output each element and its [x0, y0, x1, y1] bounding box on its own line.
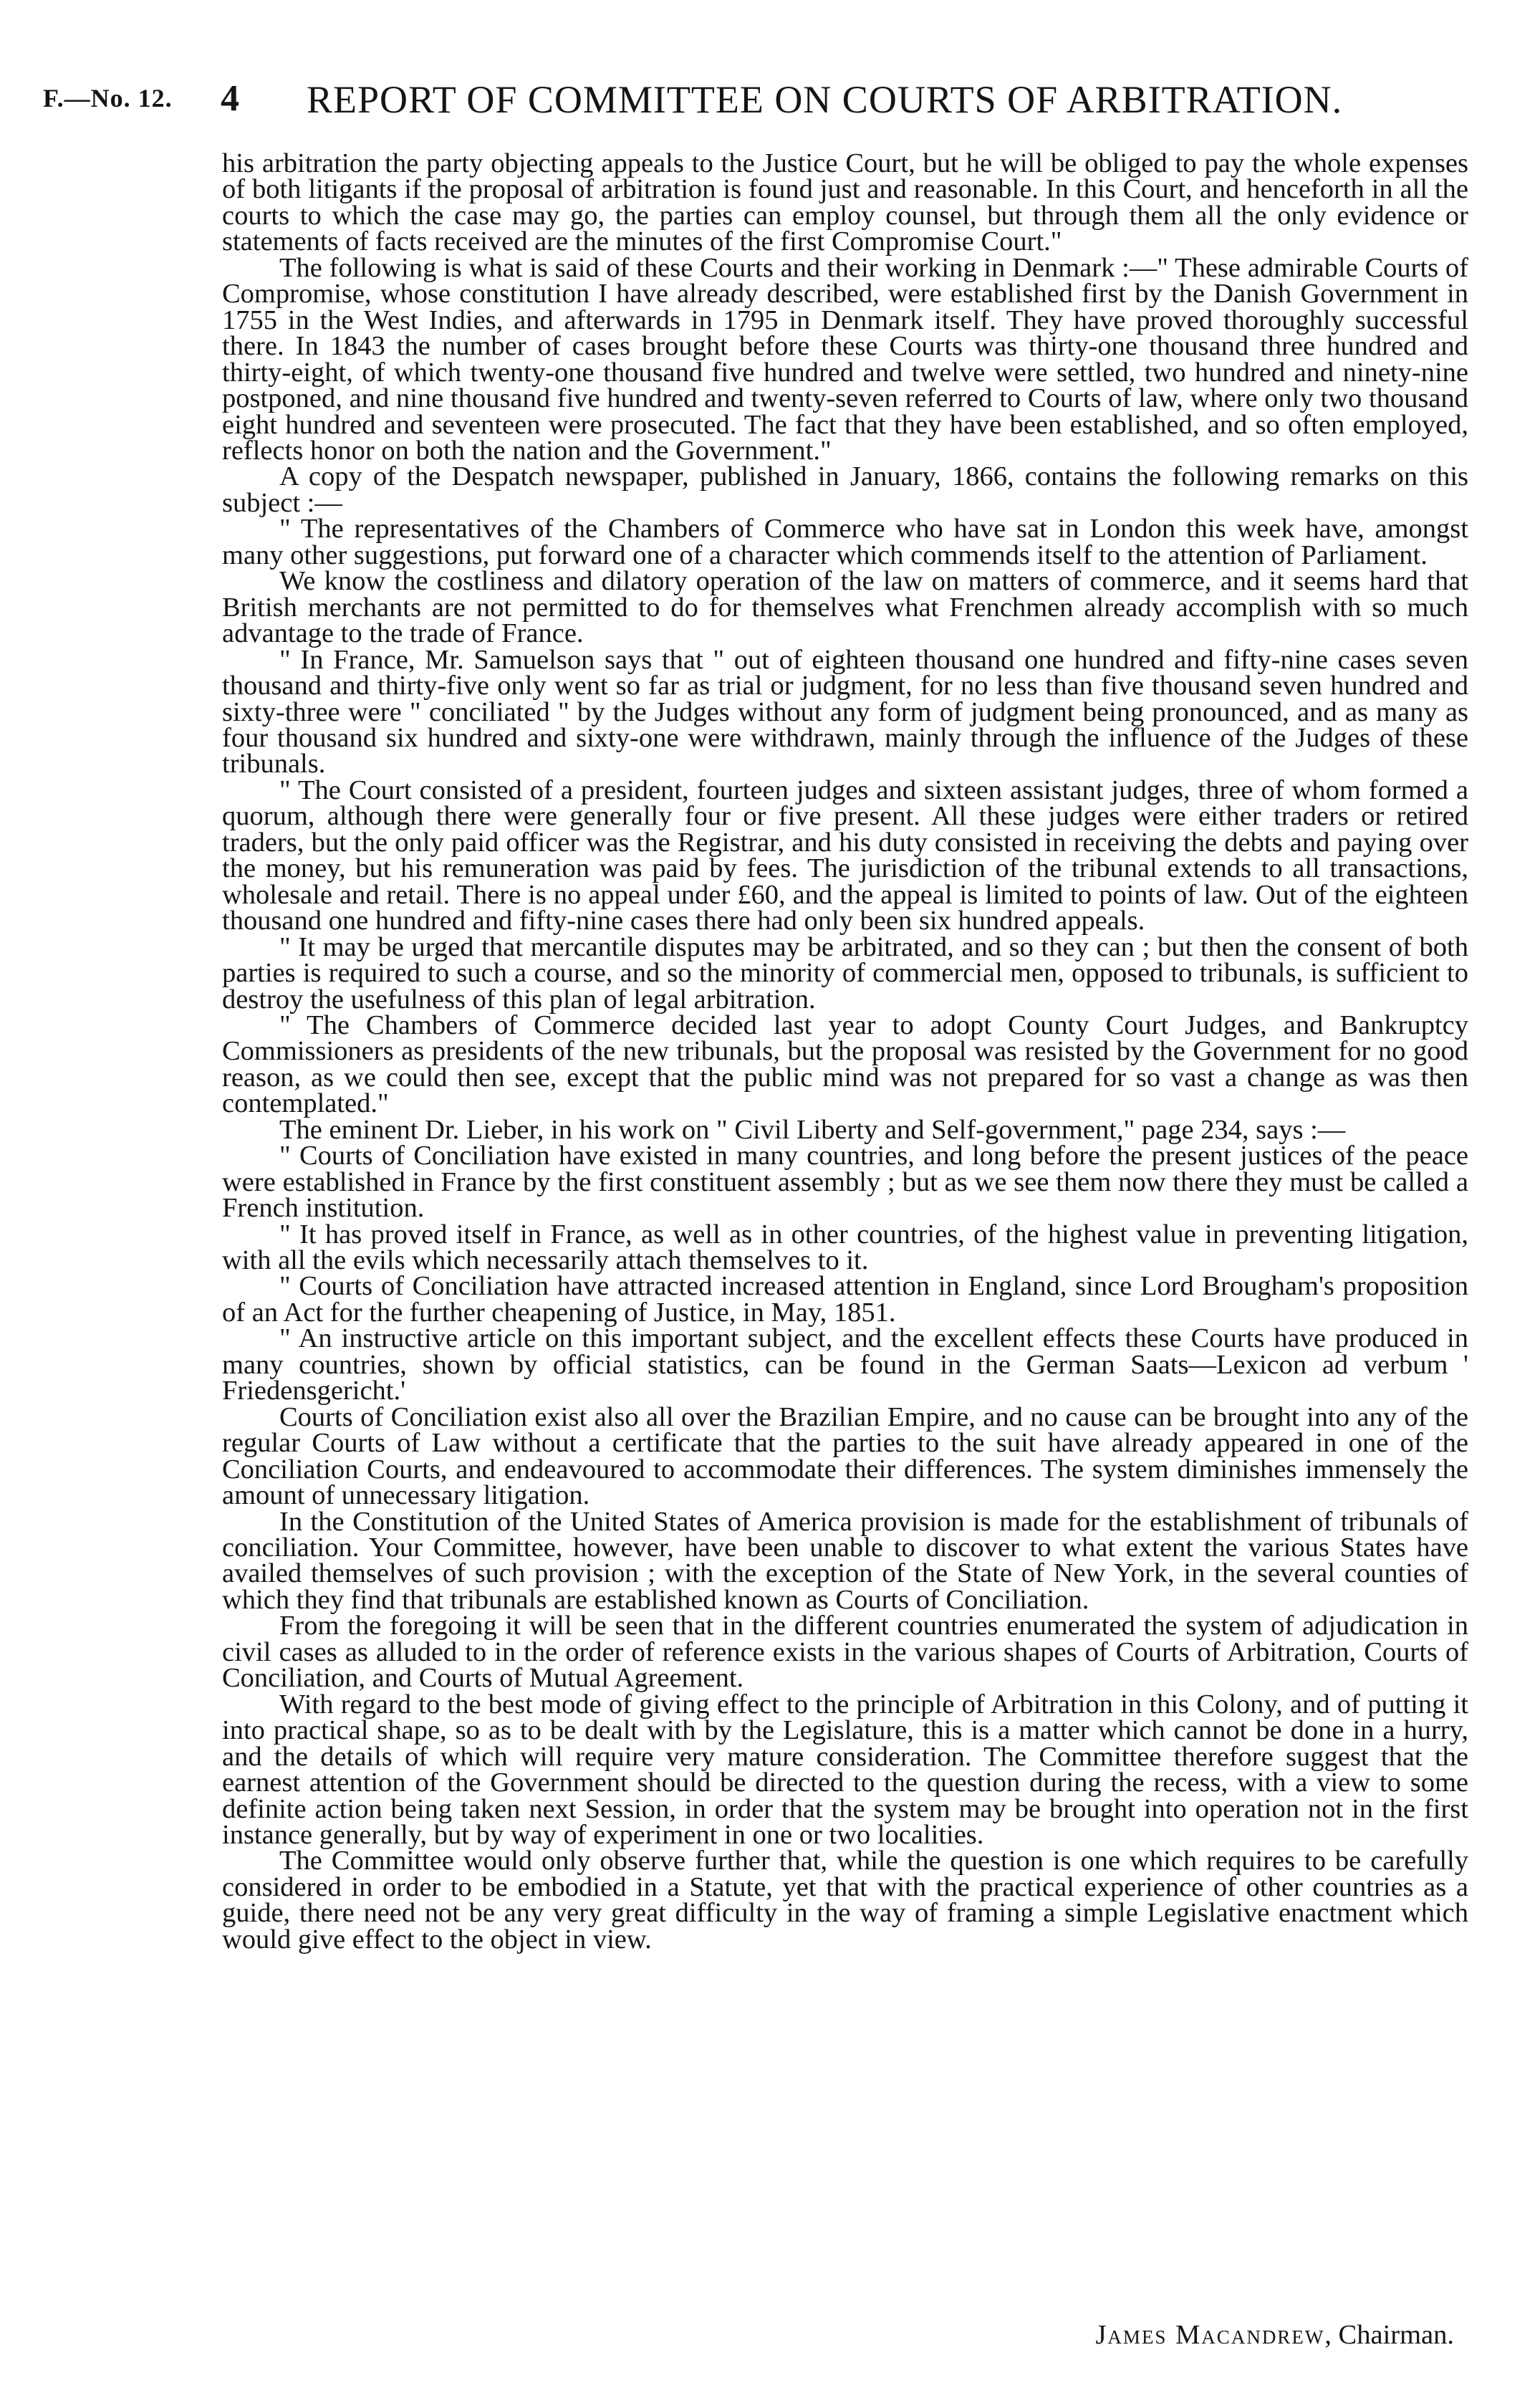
- paragraph-costliness: We know the costliness and dilatory operation of the law on matters of commerce, and it seems hard that British merchants are not permitted to do for themselves what Frenchmen already accomplish with so much advantage to the trade of France.: [222, 566, 1468, 649]
- paragraph-chambers-decision: " The Chambers of Commerce decided last year to adopt County Court Judges, and Bankruptcy Commissioners as presidents of the new tribunals, but the proposal was resisted by the Government for no good reason, as we could then see, except that the public mind was not prepared for so vast a change as was then contemplated.": [222, 1009, 1468, 1119]
- paragraph-mercantile-disputes: " It may be urged that mercantile disputes may be arbitrated, and so they can ; but then the consent of both parties is required to such a course, and so the minority of commercial men, opposed to tribunals, is sufficient to destroy the usefulness of this plan of legal arbitration.: [222, 931, 1468, 1015]
- paragraph-lieber-article: " An instructive article on this important subject, and the excellent effects these Courts have produced in many countries, shown by official statistics, can be found in the German Saats—Lexicon ad verbum ' Friedensgericht.': [222, 1323, 1468, 1406]
- report-body: [222, 150, 1468, 1952]
- signature-name: James Macandrew: [1095, 2320, 1325, 2350]
- signature-title: , Chairman.: [1324, 2320, 1454, 2350]
- paragraph-united-states: In the Constitution of the United States of America provision is made for the establishment of tribunals of conciliation. Your Committee, however, have been unable to discover to what extent the various States have availed themselves of such provision ; with the exception of the State of New York, in the several counties of which they find that tribunals are established known as Courts of Conciliation.: [222, 1506, 1468, 1615]
- paragraph-lieber-intro: The eminent Dr. Lieber, in his work on " Civil Liberty and Self-government," page 234, says :—: [279, 1114, 1346, 1145]
- paragraph-conclusion: The Committee would only observe further that, while the question is one which requires to be carefully considered in order to be embodied in a Statute, yet that with the practical experience of other countries as a guide, there need not be any very great difficulty in the way of framing a simple Legislative enactment which would give effect to the object in view.: [222, 1846, 1468, 1954]
- paragraph-samuelson: " In France, Mr. Samuelson says that " out of eighteen thousand one hundred and fifty-nine cases seven thousand and thirty-five only went so far as trial or judgment, for no less than five thousand seven hundred and sixty-three were " conciliated " by the Judges without any form of judgment being pronounced, and as many as four thousand six hundred and sixty-one were withdrawn, mainly through the influence of the Judges of these tribunals.: [222, 644, 1468, 780]
- paragraph-despatch-intro: A copy of the Despatch newspaper, published in January, 1866, contains the following remarks on this subject :—: [222, 461, 1468, 518]
- paragraph-lieber-conciliation: " Courts of Conciliation have existed in many countries, and long before the present justices of the peace were established in France by the first constituent assembly ; but as we see them now there they must be called a French institution.: [222, 1141, 1468, 1224]
- paragraph-lieber-england: " Courts of Conciliation have attracted increased attention in England, since Lord Brougham's proposition of an Act for the further cheapening of Justice, in May, 1851.: [222, 1271, 1468, 1328]
- paper-reference: F.—No. 12.: [43, 84, 173, 112]
- page-header: [0, 77, 1540, 135]
- paragraph-brazil: Courts of Conciliation exist also all over the Brazilian Empire, and no cause can be brought into any of the regular Courts of Law without a certificate that the parties to the suit have already appeared in one of the Conciliation Courts, and endeavoured to accommodate their differences. The system diminishes immensely the amount of unnecessary litigation.: [222, 1401, 1468, 1511]
- paragraph-foregoing: From the foregoing it will be seen that in the different countries enumerated the system of adjudication in civil cases as alluded to in the order of reference exists in the various shapes of Courts of Arbitration, Courts of Conciliation, and Courts of Mutual Agreement.: [222, 1611, 1468, 1694]
- page-title: REPORT OF COMMITTEE ON COURTS OF ARBITRATION.: [307, 78, 1343, 121]
- paragraph-best-mode: With regard to the best mode of giving effect to the principle of Arbitration in this Colony, and of putting it into practical shape, so as to be dealt with by the Legislature, this is a matter which cannot be done in a hurry, and the details of which will require very mature consideration. The Committee therefore suggest that the earnest attention of the Government should be directed to the question during the recess, with a view to some definite action being taken next Session, in order that the system may be brought into operation not in the first instance generally, but by way of experiment in one or two localities.: [222, 1689, 1468, 1850]
- signature: [1095, 2319, 1454, 2351]
- paragraph-chambers-representatives: " The representatives of the Chambers of Commerce who have sat in London this week have, amongst many other suggestions, put forward one of a character which commends itself to the attention of Parliament.: [222, 514, 1468, 570]
- paragraph-lieber-value: " It has proved itself in France, as well as in other countries, of the highest value in preventing litigation, with all the evils which necessarily attach themselves to it.: [222, 1219, 1468, 1276]
- paragraph-court-composition: " The Court consisted of a president, fourteen judges and sixteen assistant judges, three of whom formed a quorum, although there were generally four or five present. All these judges were either traders or retired traders, but the only paid officer was the Registrar, and his duty consisted in receiving the debts and paying over the money, but his remuneration was paid by fees. The jurisdiction of the tribunal extends to all transactions, wholesale and retail. There is no appeal under £60, and the appeal is limited to points of law. Out of the eighteen thousand one hundred and fifty-nine cases there had only been six hundred appeals.: [222, 774, 1468, 936]
- paragraph-continued: his arbitration the party objecting appeals to the Justice Court, but he will be obliged to pay the whole expenses of both litigants if the proposal of arbitration is found just and reasonable. In this Court, and henceforth in all the courts to which the case may go, the parties can employ counsel, but through them all the only evidence or statements of facts received are the minutes of the first Compromise Court.": [222, 148, 1468, 257]
- page-number: 4: [221, 78, 239, 119]
- paragraph-denmark: The following is what is said of these Courts and their working in Denmark :—" These admirable Courts of Compromise, whose constitution I have already described, were established first by the Danish Government in 1755 in the West Indies, and afterwards in 1795 in Denmark itself. They have proved thoroughly successful there. In 1843 the number of cases brought before these Courts was thirty-one thousand three hundred and thirty-eight, of which twenty-one thousand five hundred and twelve were settled, two hundred and ninety-nine postponed, and nine thousand five hundred and twenty-seven referred to Courts of law, where only two thousand eight hundred and seventeen were prosecuted. The fact that they have been established, and so often employed, reflects honor on both the nation and the Government.": [222, 252, 1468, 466]
